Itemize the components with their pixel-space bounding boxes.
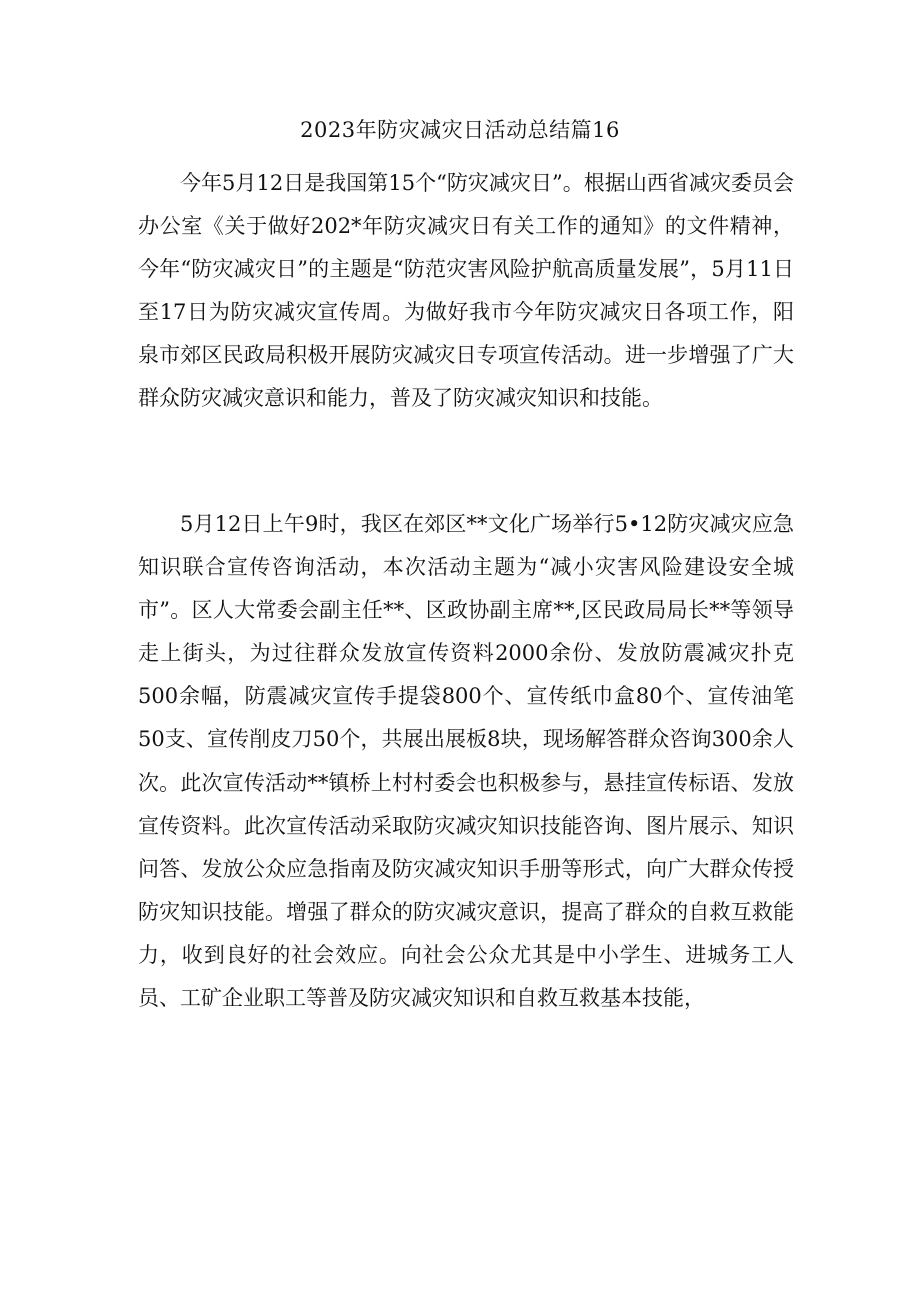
paragraph-2: 5月12日上午9时，我区在郊区**文化广场举行5•12防灾减灾应急知识联合宣传咨询活动，本次活动主题为“减小灾害风险建设安全城市”。区人大常委会副主任**、区政协副主席**,区民政局局长**等领导走上街头，为过往群众发放宣传资料2000余份、发放防震减灾扑克500余幅，防震减灾宣传手提袋800个、宣传纸巾盒80个、宣传油笔50支、宣传削皮刀50个，共展出展板8块，现场解答群众咨询300余人次。此次宣传活动**镇桥上村村委会也积极参与，悬挂宣传标语、发放宣传资料。此次宣传活动采取防灾减灾知识技能咨询、图片展示、知识问答、发放公众应急指南及防灾减灾知识手册等形式，向广大群众传授防灾知识技能。增强了群众的防灾减灾意识，提高了群众的自救互救能力，收到良好的社会效应。向社会公众尤其是中小学生、进城务工人员、工矿企业职工等普及防灾减灾知识和自救互救基本技能， — [138, 512, 794, 1011]
paragraph-1: 今年5月12日是我国第15个“防灾减灾日”。根据山西省减灾委员会办公室《关于做好202*年防灾减灾日有关工作的通知》的文件精神，今年“防灾减灾日”的主题是“防范灾害风险护航高质量发展”，5月11日至17日为防灾减灾宣传周。为做好我市今年防灾减灾日各项工作，阳泉市郊区民政局积极开展防灾减灾日专项宣传活动。进一步增强了广大群众防灾减灾意识和能力，普及了防灾减灾知识和技能。 — [138, 171, 794, 411]
document-title: 2023年防灾减灾日活动总结篇16 — [300, 118, 620, 142]
